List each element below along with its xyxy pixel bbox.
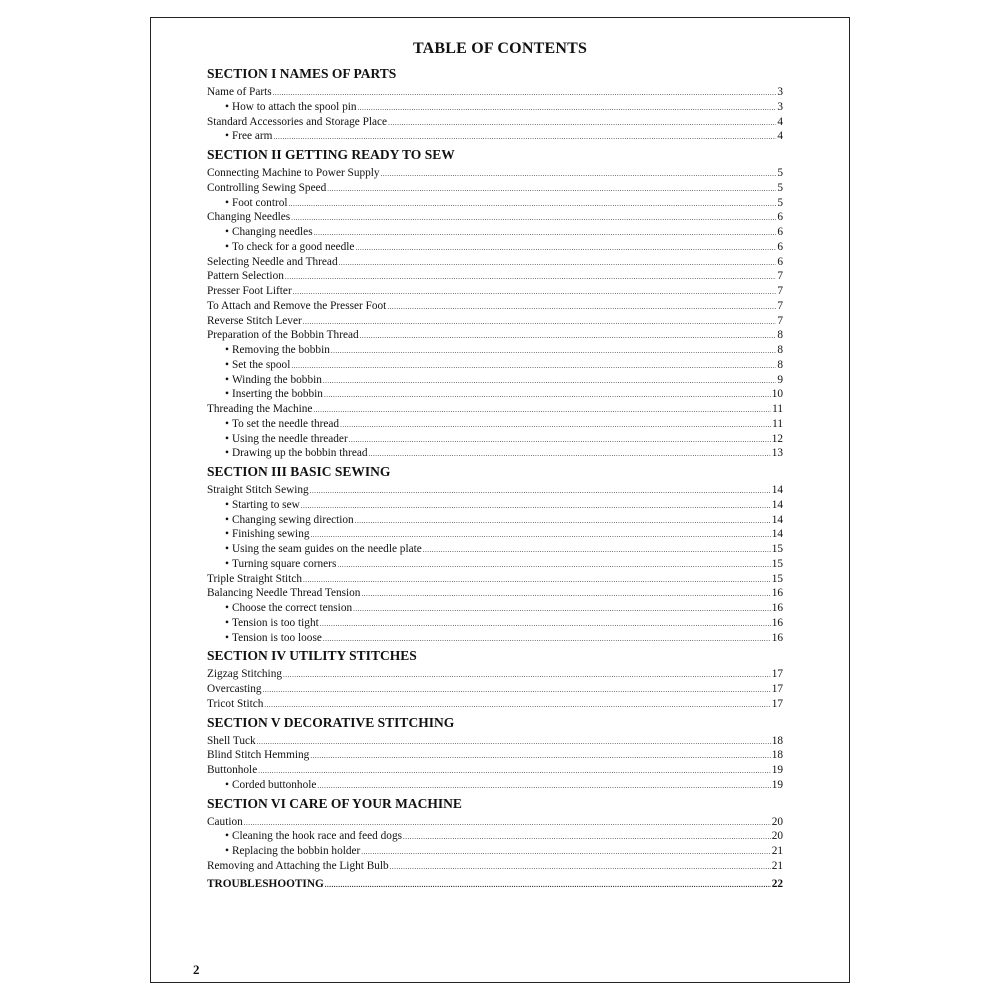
entry-label: [225, 631, 322, 646]
dot-leader: [355, 240, 776, 256]
dot-leader: [273, 129, 776, 145]
dot-leader: [291, 210, 776, 226]
entry-text: Set the spool: [231, 358, 291, 371]
entry-page-number: 6: [777, 255, 783, 268]
entry-label: [225, 432, 348, 447]
entry-page-number: 11: [772, 417, 783, 430]
entry-page-number: 7: [777, 285, 783, 297]
toc-entry: [207, 763, 783, 778]
entry-label: [207, 115, 387, 130]
dot-leader: [325, 877, 771, 893]
toc-subentry: [207, 432, 783, 447]
toc-subentry: [207, 129, 783, 144]
entry-text: Shell Tuck: [207, 734, 256, 747]
entry-page-number: 6: [777, 226, 783, 238]
toc-entry: [207, 85, 783, 100]
entry-label: [207, 269, 284, 284]
dot-leader: [314, 225, 777, 241]
toc-subentry: [207, 446, 783, 461]
dot-leader: [358, 100, 777, 116]
entry-text: Caution: [207, 815, 243, 828]
dot-leader: [331, 343, 776, 359]
dot-leader: [340, 417, 771, 433]
entry-page-number: 3: [777, 86, 783, 98]
entry-text: Buttonhole: [207, 764, 258, 776]
dot-leader: [361, 586, 770, 602]
toc-entry: [207, 210, 783, 225]
toc-entry: [207, 572, 783, 587]
entry-text: Finishing sewing: [231, 528, 310, 541]
toc-subentry: [207, 631, 783, 646]
entry-text: Straight Stitch Sewing: [207, 484, 309, 496]
bullet-icon: •: [225, 130, 229, 143]
bullet-icon: •: [225, 830, 229, 843]
entry-page-number: 8: [777, 329, 783, 342]
entry-page-number: 5: [777, 167, 783, 179]
entry-text: To Attach and Remove the Presser Foot: [207, 299, 387, 312]
entry-page-number: 5: [777, 181, 783, 194]
entry-label: [225, 557, 336, 572]
entry-label: [207, 328, 359, 343]
entry-text: To check for a good needle: [231, 240, 355, 253]
entry-label: [207, 877, 324, 892]
entry-label: [225, 373, 322, 388]
dot-leader: [423, 542, 771, 558]
dot-leader: [310, 748, 770, 764]
toc-entry: [207, 166, 783, 181]
entry-page-number: 14: [771, 528, 783, 541]
dot-leader: [369, 446, 771, 462]
entry-label: [225, 129, 272, 144]
entry-label: [207, 85, 272, 100]
entry-label: [207, 815, 243, 830]
entry-label: [225, 527, 310, 542]
entry-label: [207, 284, 292, 299]
entry-label: [225, 778, 316, 793]
dot-leader: [244, 815, 771, 831]
entry-text: Preparation of the Bobbin Thread: [207, 329, 359, 342]
toc-subentry: [207, 844, 783, 859]
toc-entry: [207, 697, 783, 712]
entry-label: [225, 513, 354, 528]
dot-leader: [311, 527, 771, 543]
entry-label: [225, 387, 323, 402]
dot-leader: [310, 483, 771, 499]
entry-page-number: 7: [777, 270, 783, 283]
entry-label: [225, 358, 290, 373]
bullet-icon: •: [225, 358, 229, 371]
toc-subentry: [207, 100, 783, 115]
entry-text: Inserting the bobbin: [231, 388, 323, 401]
bullet-icon: •: [225, 417, 229, 430]
toc-subentry: [207, 343, 783, 358]
entry-text: Controlling Sewing Speed: [207, 181, 327, 194]
entry-label: [225, 225, 313, 240]
toc-entry: [207, 269, 783, 284]
entry-label: [207, 763, 257, 778]
entry-label: [225, 542, 422, 557]
entry-text: Foot control: [231, 196, 288, 209]
entry-label: [225, 196, 288, 211]
entry-label: [207, 697, 263, 712]
dot-leader: [258, 763, 770, 779]
entry-text: Name of Parts: [207, 86, 272, 98]
entry-text: Removing the bobbin: [231, 344, 330, 356]
entry-page-number: 17: [771, 697, 783, 710]
bullet-icon: •: [225, 845, 229, 857]
entry-page-number: 12: [771, 432, 783, 445]
entry-label: [225, 616, 319, 631]
toc-entry: [207, 734, 783, 749]
entry-page-number: 16: [771, 616, 783, 629]
toc-entry: [207, 402, 783, 417]
entry-text: Starting to sew: [231, 498, 300, 511]
toc-entry: [207, 586, 783, 601]
entry-page-number: 4: [777, 115, 783, 128]
entry-text: Pattern Selection: [207, 270, 284, 283]
dot-leader: [387, 299, 776, 315]
dot-leader: [339, 255, 777, 271]
entry-page-number: 10: [771, 388, 783, 401]
entry-text: Turning square corners: [231, 557, 337, 570]
entry-page-number: 20: [771, 830, 783, 843]
toc-entry: [207, 284, 783, 299]
toc-entry: [207, 682, 783, 697]
toc-entry: [207, 299, 783, 314]
entry-text: Using the needle threader: [231, 432, 348, 445]
entry-page-number: 17: [771, 683, 783, 695]
entry-page-number: 17: [771, 668, 783, 681]
entry-page-number: 15: [771, 572, 783, 585]
toc-subentry: [207, 417, 783, 432]
section-heading: SECTION VI CARE OF YOUR MACHINE: [207, 795, 462, 811]
document-page: [150, 17, 850, 983]
bullet-icon: •: [225, 447, 229, 460]
entry-label: [225, 498, 300, 513]
bullet-icon: •: [225, 602, 229, 614]
entry-page-number: 6: [777, 240, 783, 253]
entry-page-number: 15: [771, 557, 783, 570]
section-heading: SECTION II GETTING READY TO SEW: [207, 147, 455, 162]
entry-text: Presser Foot Lifter: [207, 285, 292, 297]
bullet-icon: •: [225, 778, 229, 791]
entry-text: Tension is too tight: [231, 616, 319, 629]
entry-text: Blind Stitch Hemming: [207, 749, 310, 762]
entry-page-number: 18: [771, 749, 783, 762]
entry-page-number: 4: [777, 130, 783, 143]
entry-text: Reverse Stitch Lever: [207, 314, 302, 327]
dot-leader: [361, 844, 770, 860]
entry-page-number: 6: [777, 211, 783, 224]
entry-text: Zigzag Stitching: [207, 668, 282, 681]
entry-text: Changing sewing direction: [231, 513, 354, 526]
dot-leader: [381, 166, 777, 182]
dot-leader: [323, 373, 776, 389]
dot-leader: [264, 697, 770, 713]
entry-text: Balancing Needle Thread Tension: [207, 587, 361, 600]
entry-label: [207, 859, 389, 874]
entry-text: Corded buttonhole: [231, 778, 317, 791]
entry-label: [225, 829, 402, 844]
bullet-icon: •: [225, 631, 229, 644]
entry-label: [225, 100, 357, 115]
entry-text: Changing Needles: [207, 211, 291, 224]
table-of-contents: [207, 66, 783, 891]
dot-leader: [289, 196, 777, 212]
entry-page-number: 14: [771, 498, 783, 511]
entry-page-number: 3: [777, 100, 783, 113]
dot-leader: [313, 402, 771, 418]
toc-entry: [207, 859, 783, 874]
dot-leader: [263, 682, 771, 698]
toc-subentry: [207, 358, 783, 373]
entry-label: [207, 210, 290, 225]
dot-leader: [320, 616, 771, 632]
entry-page-number: 19: [771, 778, 783, 791]
entry-label: [225, 446, 368, 461]
toc-subentry: [207, 196, 783, 211]
bullet-icon: •: [225, 100, 229, 113]
toc-subentry: [207, 778, 783, 793]
toc-entry: [207, 748, 783, 763]
entry-text: Replacing the bobbin holder: [231, 845, 361, 857]
dot-leader: [283, 667, 771, 683]
dot-leader: [303, 572, 771, 588]
entry-text: Cleaning the hook race and feed dogs: [231, 830, 402, 843]
toc-entry: [207, 877, 783, 892]
toc-entry: [207, 667, 783, 682]
dot-leader: [317, 778, 770, 794]
dot-leader: [403, 829, 771, 845]
entry-page-number: 21: [771, 845, 783, 857]
entry-label: [225, 417, 339, 432]
entry-text: Changing needles: [231, 226, 313, 238]
bullet-icon: •: [225, 240, 229, 253]
dot-leader: [323, 631, 771, 647]
dot-leader: [324, 387, 771, 403]
entry-label: [207, 682, 262, 697]
entry-page-number: 11: [772, 403, 783, 415]
bullet-icon: •: [225, 616, 229, 629]
entry-text: How to attach the spool pin: [231, 100, 357, 113]
entry-label: [225, 343, 330, 358]
bullet-icon: •: [225, 432, 229, 445]
entry-label: [207, 166, 380, 181]
section-heading: SECTION I NAMES OF PARTS: [207, 66, 397, 81]
dot-leader: [388, 115, 776, 131]
dot-leader: [337, 557, 770, 573]
dot-leader: [301, 498, 771, 514]
entry-page-number: 16: [771, 631, 783, 644]
entry-text: TROUBLESHOOTING: [207, 877, 324, 890]
entry-text: Winding the bobbin: [231, 373, 322, 386]
toc-subentry: [207, 601, 783, 616]
entry-text: Drawing up the bobbin thread: [231, 447, 368, 460]
entry-label: [207, 586, 360, 601]
entry-text: Removing and Attaching the Light Bulb: [207, 859, 389, 872]
section-heading: SECTION III BASIC SEWING: [207, 464, 391, 479]
toc-entry: [207, 255, 783, 270]
toc-subentry: [207, 557, 783, 572]
toc-subentry: [207, 387, 783, 402]
entry-page-number: 18: [771, 734, 783, 747]
toc-subentry: [207, 240, 783, 255]
toc-subentry: [207, 542, 783, 557]
entry-page-number: 22: [771, 877, 783, 890]
entry-page-number: 7: [777, 299, 783, 312]
bullet-icon: •: [225, 543, 229, 555]
dot-leader: [257, 734, 771, 750]
entry-label: [207, 483, 309, 498]
dot-leader: [303, 314, 777, 330]
toc-subentry: [207, 527, 783, 542]
entry-label: [225, 844, 360, 859]
entry-text: Threading the Machine: [207, 403, 313, 415]
dot-leader: [353, 601, 771, 617]
dot-leader: [291, 358, 776, 374]
entry-page-number: 8: [777, 344, 783, 356]
dot-leader: [273, 85, 777, 101]
entry-page-number: 8: [777, 358, 783, 371]
entry-page-number: 16: [771, 587, 783, 600]
bullet-icon: •: [225, 344, 229, 356]
entry-page-number: 7: [777, 314, 783, 327]
bullet-icon: •: [225, 513, 229, 526]
entry-text: Triple Straight Stitch: [207, 572, 302, 585]
entry-page-number: 19: [771, 764, 783, 776]
entry-text: Free arm: [231, 130, 273, 143]
bullet-icon: •: [225, 373, 229, 386]
dot-leader: [285, 269, 776, 285]
bullet-icon: •: [225, 388, 229, 401]
toc-subentry: [207, 829, 783, 844]
entry-page-number: 16: [771, 602, 783, 614]
entry-label: [207, 314, 302, 329]
entry-page-number: 14: [771, 513, 783, 526]
entry-text: Tricot Stitch: [207, 697, 264, 710]
toc-subentry: [207, 513, 783, 528]
toc-entry: [207, 483, 783, 498]
entry-label: [225, 601, 352, 616]
entry-page-number: 5: [777, 196, 783, 209]
dot-leader: [390, 859, 771, 875]
bullet-icon: •: [225, 498, 229, 511]
entry-text: Standard Accessories and Storage Place: [207, 115, 388, 128]
entry-label: [225, 240, 354, 255]
page-title: TABLE OF CONTENTS: [412, 40, 588, 57]
entry-text: Using the seam guides on the needle plate: [231, 543, 422, 555]
bullet-icon: •: [225, 528, 229, 541]
entry-page-number: 9: [777, 373, 783, 386]
toc-subentry: [207, 498, 783, 513]
entry-label: [207, 402, 312, 417]
page-number: 2: [193, 962, 200, 977]
dot-leader: [355, 513, 771, 529]
entry-text: Choose the correct tension: [231, 602, 353, 614]
entry-label: [207, 667, 282, 682]
entry-label: [207, 734, 256, 749]
dot-leader: [349, 432, 771, 448]
entry-label: [207, 748, 309, 763]
entry-page-number: 14: [771, 484, 783, 496]
entry-label: [207, 181, 326, 196]
entry-text: Overcasting: [207, 683, 262, 695]
toc-entry: [207, 115, 783, 130]
toc-subentry: [207, 225, 783, 240]
dot-leader: [360, 328, 777, 344]
bullet-icon: •: [225, 196, 229, 209]
bullet-icon: •: [225, 557, 229, 570]
toc-entry: [207, 314, 783, 329]
entry-label: [207, 299, 386, 314]
entry-label: [207, 572, 302, 587]
entry-label: [207, 255, 338, 270]
toc-entry: [207, 181, 783, 196]
section-heading: SECTION IV UTILITY STITCHES: [207, 648, 417, 664]
toc-entry: [207, 328, 783, 343]
toc-subentry: [207, 373, 783, 388]
bullet-icon: •: [225, 226, 229, 238]
entry-text: Tension is too loose: [231, 631, 322, 644]
toc-entry: [207, 815, 783, 830]
entry-page-number: 13: [771, 447, 783, 460]
entry-text: Selecting Needle and Thread: [207, 255, 338, 268]
entry-text: To set the needle thread: [231, 417, 340, 430]
dot-leader: [293, 284, 777, 300]
toc-subentry: [207, 616, 783, 631]
entry-page-number: 15: [771, 543, 783, 555]
entry-text: Connecting Machine to Power Supply: [207, 167, 380, 179]
entry-page-number: 20: [771, 815, 783, 828]
entry-page-number: 21: [771, 859, 783, 872]
dot-leader: [327, 181, 776, 197]
section-heading: SECTION V DECORATIVE STITCHING: [207, 714, 455, 730]
